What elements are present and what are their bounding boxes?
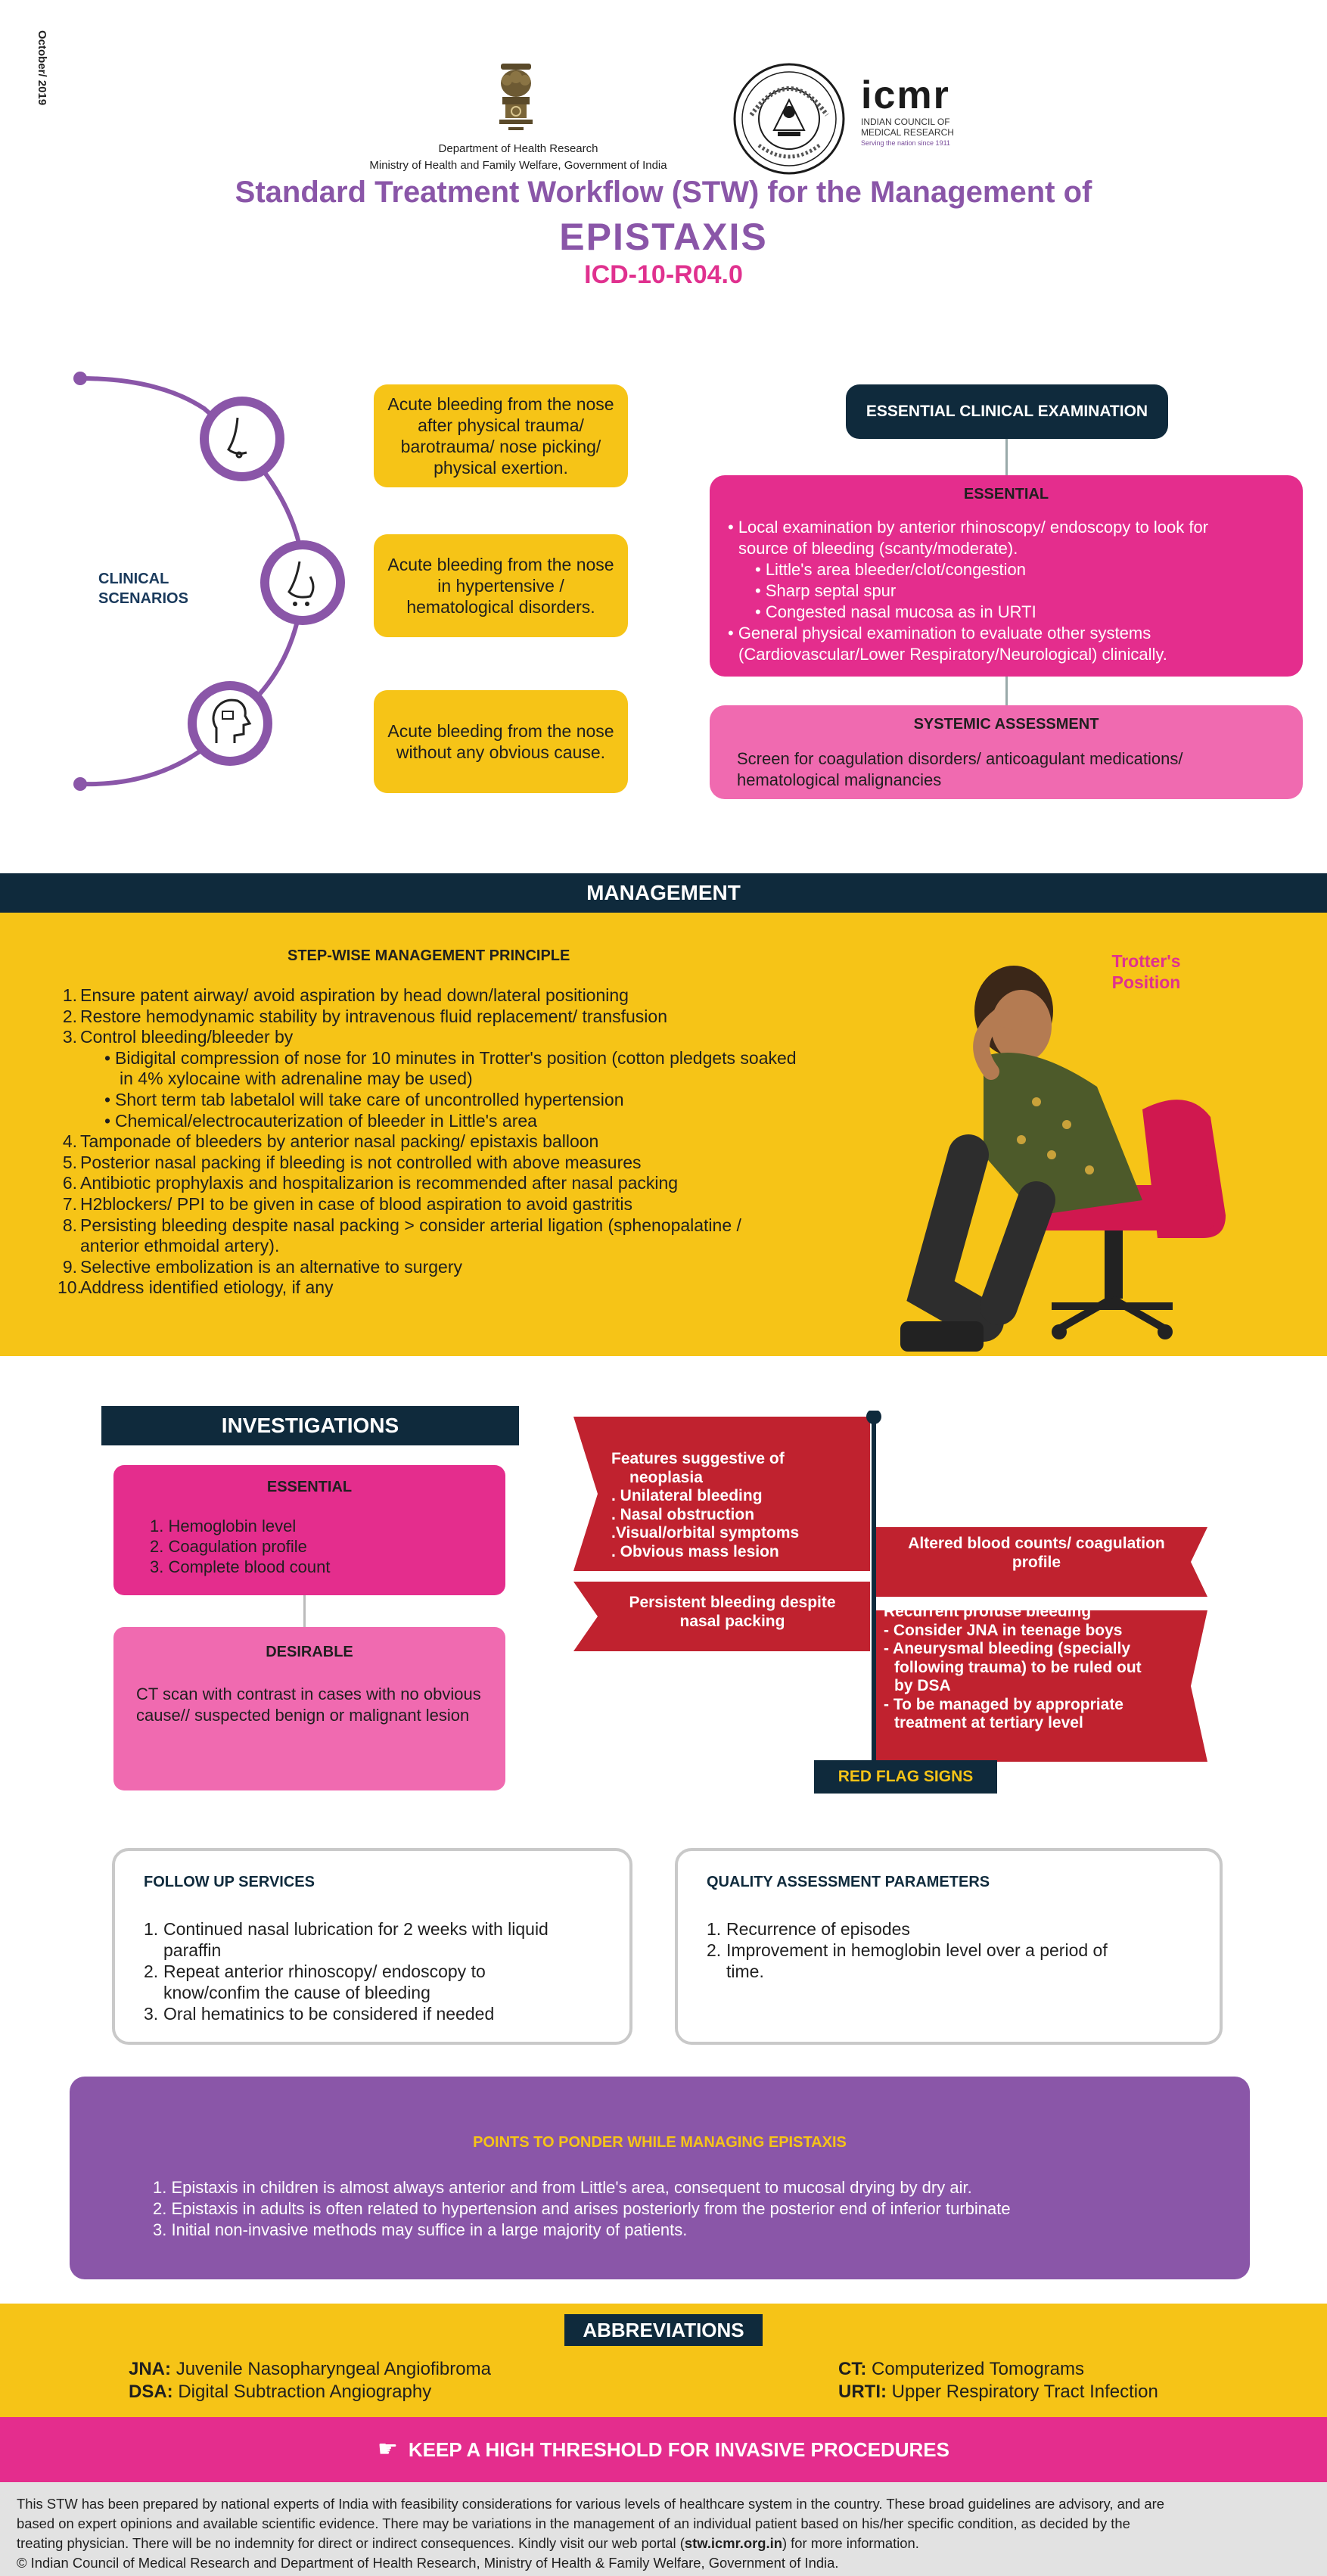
clinical-scenarios-label	[98, 569, 188, 608]
list-item	[57, 985, 875, 1006]
red-flag-line: by DSA	[894, 1677, 951, 1694]
abbreviation-item	[838, 2358, 1158, 2381]
sub-list-item	[57, 1090, 875, 1111]
exam-sub-point-1: • Little's area bleeder/clot/congestion	[755, 560, 1027, 579]
list-text: H2blockers/ PPI to be given in case of blood aspiration to avoid gastritis	[80, 1193, 633, 1214]
abbreviation: JNA:	[129, 2359, 172, 2379]
list-text: Tamponade of bleeders by anterior nasal packing/ epistaxis balloon	[80, 1131, 599, 1152]
red-flag-line: neoplasia	[629, 1468, 703, 1486]
high-threshold-banner	[0, 2417, 1327, 2482]
list-text: Improvement in hemoglobin level over a period of	[726, 1940, 1108, 1960]
bullet: •	[104, 1047, 111, 1068]
date-stamp: October/ 2019	[36, 30, 48, 106]
list-text: Repeat anterior rhinoscopy/ endoscopy to	[163, 1962, 486, 1981]
abbreviations-heading: ABBREVIATIONS	[564, 2314, 763, 2346]
red-flag-line: Features suggestive of	[611, 1450, 785, 1467]
list-number: 7.	[62, 1193, 77, 1214]
red-flag-text-2: Persistent bleeding despite nasal packing	[629, 1594, 836, 1630]
list-number: 9.	[62, 1256, 77, 1277]
exam-point-2-cont: (Cardiovascular/Lower Respiratory/Neurological) clinically.	[738, 645, 1167, 664]
list-text: Persisting bleeding despite nasal packing > consider arterial ligation (sphenopalatine /	[80, 1215, 741, 1235]
quality-item	[707, 1918, 1191, 1940]
follow-up-item	[144, 2003, 601, 2024]
red-flag-text-1	[611, 1450, 853, 1561]
follow-up-item	[144, 1961, 601, 1982]
list-number: 2.	[144, 1962, 159, 1981]
abbreviations-right	[838, 2358, 1158, 2403]
follow-up-item-cont: know/confim the cause of bleeding	[163, 1983, 430, 2002]
systemic-assessment-text: Screen for coagulation disorders/ anticoagulant medications/ hematological malignancies	[737, 749, 1183, 789]
trotter-position-label	[1074, 950, 1218, 993]
list-text: Address identified etiology, if any	[80, 1277, 334, 1298]
quality-item	[707, 1940, 1191, 1961]
list-item	[57, 1131, 875, 1153]
pointing-hand-icon: ☛	[378, 2437, 398, 2462]
icmr-seal-icon	[732, 62, 846, 176]
abbreviation-meaning: Juvenile Nasopharyngeal Angiofibroma	[176, 2359, 491, 2379]
page-title: Standard Treatment Workflow (STW) for the Management of	[235, 176, 1092, 209]
sub-list-item	[57, 1048, 875, 1069]
essential-exam-box	[710, 475, 1303, 677]
high-threshold-text: KEEP A HIGH THRESHOLD FOR INVASIVE PROCEDURES	[408, 2438, 949, 2461]
icmr-full-name-line2: MEDICAL RESEARCH	[861, 127, 954, 138]
investigation-item: 2. Coagulation profile	[150, 1537, 307, 1556]
abbreviation-meaning: Upper Respiratory Tract Infection	[891, 2382, 1158, 2402]
red-flag-line: . Obvious mass lesion	[611, 1542, 779, 1560]
list-number: 4.	[62, 1131, 77, 1152]
abbreviation: URTI:	[838, 2382, 887, 2402]
footer-disclaimer	[0, 2482, 1327, 2576]
exam-point-1: • Local examination by anterior rhinoscopy/ endoscopy to look for	[728, 518, 1209, 537]
sub-list-item-cont: in 4% xylocaine with adrenaline may be used)	[120, 1069, 473, 1089]
follow-up-card	[112, 1848, 632, 2045]
abbreviation-item	[838, 2381, 1158, 2403]
icmr-full-name-line1: INDIAN COUNCIL OF	[861, 117, 950, 127]
quality-assessment-heading: QUALITY ASSESSMENT PARAMETERS	[707, 1874, 990, 1890]
clinical-scenarios-label-line2: SCENARIOS	[98, 590, 188, 607]
investigations-desirable-heading: DESIRABLE	[266, 1644, 353, 1660]
list-number: 3.	[62, 1027, 77, 1047]
investigation-item: 3. Complete blood count	[150, 1557, 331, 1576]
list-number: 1.	[144, 1919, 159, 1939]
list-text: Selective embolization is an alternative to surgery	[80, 1256, 462, 1277]
abbreviation-meaning: Digital Subtraction Angiography	[178, 2382, 432, 2402]
list-text: Posterior nasal packing if bleeding is not controlled with above measures	[80, 1152, 642, 1172]
red-flag-line: - Aneurysmal bleeding (specially	[884, 1640, 1130, 1657]
bullet: •	[104, 1110, 111, 1131]
list-item	[57, 1194, 875, 1215]
systemic-assessment-box	[710, 705, 1303, 799]
list-item	[57, 1277, 875, 1299]
essential-heading: ESSENTIAL	[963, 486, 1049, 502]
ponder-item: 3. Initial non-invasive methods may suffice in a large majority of patients.	[153, 2220, 688, 2239]
nose-icon	[200, 397, 284, 481]
footer-line	[17, 2534, 1310, 2553]
exam-point-1-cont: source of bleeding (scanty/moderate).	[738, 539, 1018, 558]
flag-pole	[872, 1414, 876, 1760]
investigation-item: 1. Hemoglobin level	[150, 1517, 297, 1535]
disease-title: EPISTAXIS	[559, 216, 768, 258]
exam-sub-point-2: • Sharp septal spur	[755, 581, 897, 600]
footer-line: This STW has been prepared by national experts of India with feasibility considerations for various levels of healthcare system in the country. These broad guidelines are advisory, and are	[17, 2496, 1165, 2512]
red-flag-line: . Nasal obstruction	[611, 1505, 755, 1523]
icmr-wordmark: icmr	[861, 73, 950, 117]
list-item	[57, 1153, 875, 1174]
follow-up-item-cont: paraffin	[163, 1940, 222, 1960]
points-to-ponder-heading: POINTS TO PONDER WHILE MANAGING EPISTAXIS	[473, 2134, 847, 2151]
essential-clinical-examination-heading: ESSENTIAL CLINICAL EXAMINATION	[846, 384, 1168, 439]
list-number: 2.	[707, 1940, 722, 1960]
list-item-cont	[57, 1236, 875, 1257]
list-text: Antibiotic prophylaxis and hospitalizarion is recommended after nasal packing	[80, 1173, 679, 1193]
quality-item-cont: time.	[726, 1962, 764, 1981]
abbreviation-item	[129, 2381, 491, 2403]
stepwise-management-heading: STEP-WISE MANAGEMENT PRINCIPLE	[287, 947, 570, 964]
red-flag-line: - Consider JNA in teenage boys	[884, 1621, 1123, 1639]
list-text: Restore hemodynamic stability by intravenous fluid replacement/ transfusion	[80, 1006, 667, 1026]
list-text: Ensure patent airway/ avoid aspiration by head down/lateral positioning	[80, 985, 629, 1005]
sub-list-item	[57, 1111, 875, 1132]
national-emblem-icon	[492, 61, 540, 133]
trotter-label-line2: Position	[1111, 972, 1181, 992]
abbreviation-meaning: Computerized Tomograms	[872, 2359, 1085, 2379]
quality-assessment-card	[675, 1848, 1223, 2045]
abbreviation: DSA:	[129, 2382, 173, 2402]
list-text: Chemical/electrocauterization of bleeder in Little's area	[115, 1110, 537, 1131]
list-number: 5.	[62, 1152, 77, 1172]
investigations-desirable-text: CT scan with contrast in cases with no obvious cause// suspected benign or malignant lesion	[136, 1685, 481, 1725]
red-flag-signs-label: RED FLAG SIGNS	[814, 1760, 997, 1794]
department-name: Department of Health Research	[438, 142, 598, 155]
list-item	[57, 1257, 875, 1278]
ministry-name: Ministry of Health and Family Welfare, Government of India	[369, 159, 667, 172]
list-text: anterior ethmoidal artery).	[80, 1236, 280, 1256]
list-text: Bidigital compression of nose for 10 minutes in Trotter's position (cotton pledgets soaked	[115, 1047, 797, 1068]
connector-line	[303, 1595, 306, 1627]
ponder-item: 2. Epistaxis in adults is often related to hypertension and arises posteriorly from the posterior end of inferior turbinate	[153, 2199, 1011, 2218]
points-to-ponder-box	[70, 2077, 1250, 2279]
red-flag-line: following trauma) to be ruled out	[894, 1658, 1142, 1676]
red-flag-line: Recurrent profuse bleeding	[884, 1603, 1092, 1620]
list-number: 1.	[707, 1919, 722, 1939]
footer-text: ) for more information.	[782, 2535, 919, 2551]
follow-up-item	[144, 1918, 601, 1940]
list-number: 8.	[62, 1215, 77, 1235]
management-list	[57, 985, 875, 1299]
nose-bleed-icon	[260, 540, 345, 625]
exam-sub-point-3: • Congested nasal mucosa as in URTI	[755, 602, 1036, 621]
red-flag-line: treatment at tertiary level	[894, 1714, 1083, 1731]
abbreviation: CT:	[838, 2359, 867, 2379]
list-text: Short term tab labetalol will take care of uncontrolled hypertension	[115, 1089, 624, 1109]
list-text: Oral hematinics to be considered if needed	[163, 2004, 495, 2024]
list-number: 1.	[62, 985, 77, 1005]
icmr-logo	[861, 74, 997, 157]
clinical-scenarios-label-line1: CLINICAL	[98, 571, 169, 587]
investigations-desirable-box	[113, 1627, 505, 1790]
footer-line: based on expert opinions and available scientific evidence. There may be variations in the management of an individual patient based on his/her specific condition, as decided by the	[17, 2515, 1130, 2531]
red-flag-line: .Visual/orbital symptoms	[611, 1524, 800, 1542]
connector-line	[1005, 439, 1008, 475]
web-portal-link[interactable]: stw.icmr.org.in	[684, 2535, 782, 2551]
abbreviation-item	[129, 2358, 491, 2381]
follow-up-heading: FOLLOW UP SERVICES	[144, 1874, 315, 1890]
exam-point-2: • General physical examination to evaluate other systems	[728, 624, 1151, 642]
icmr-tagline: Serving the nation since 1911	[861, 139, 950, 147]
list-item	[57, 1006, 875, 1028]
management-bar: MANAGEMENT	[0, 873, 1327, 913]
list-number: 3.	[144, 2004, 159, 2024]
scenario-box-1: Acute bleeding from the nose after physical trauma/ barotrauma/ nose picking/ physical exertion.	[374, 384, 628, 487]
bullet: •	[104, 1089, 111, 1109]
list-text: Continued nasal lubrication for 2 weeks with liquid	[163, 1919, 549, 1939]
list-text: Control bleeding/bleeder by	[80, 1027, 294, 1047]
list-number: 10.	[57, 1277, 82, 1298]
ponder-item: 1. Epistaxis in children is almost always anterior and from Little's area, consequent to mucosal drying by dry air.	[153, 2178, 972, 2197]
investigations-essential-box	[113, 1465, 505, 1595]
scenario-box-2: Acute bleeding from the nose in hypertensive / hematological disorders.	[374, 534, 628, 637]
red-flag-line: - To be managed by appropriate	[884, 1695, 1123, 1713]
head-profile-icon	[188, 681, 272, 766]
trotter-label-line1: Trotter's	[1111, 951, 1181, 971]
connector-line	[1005, 677, 1008, 705]
list-item	[57, 1215, 875, 1237]
copyright-line: © Indian Council of Medical Research and Department of Health Research, Ministry of Health & Family Welfare, Government of India.	[17, 2555, 839, 2571]
investigations-heading: INVESTIGATIONS	[101, 1406, 519, 1445]
footer-text: treating physician. There will be no indemnity for direct or indirect consequences. Kindly visit our web portal (	[17, 2535, 685, 2551]
red-flag-text-3: Altered blood counts/ coagulation profile	[908, 1535, 1165, 1571]
red-flag-line: . Unilateral bleeding	[611, 1487, 763, 1504]
list-number: 6.	[62, 1173, 77, 1193]
department-text	[303, 141, 734, 174]
list-number: 2.	[62, 1006, 77, 1026]
red-flag-text-4	[884, 1603, 1201, 1733]
icd-code: ICD-10-R04.0	[584, 260, 743, 289]
list-text: Recurrence of episodes	[726, 1919, 910, 1939]
list-item	[57, 1173, 875, 1194]
scenario-box-3: Acute bleeding from the nose without any obvious cause.	[374, 690, 628, 793]
investigations-essential-heading: ESSENTIAL	[266, 1479, 353, 1495]
systemic-assessment-heading: SYSTEMIC ASSESSMENT	[913, 716, 1099, 733]
list-item	[57, 1027, 875, 1048]
abbreviations-left	[129, 2358, 491, 2403]
